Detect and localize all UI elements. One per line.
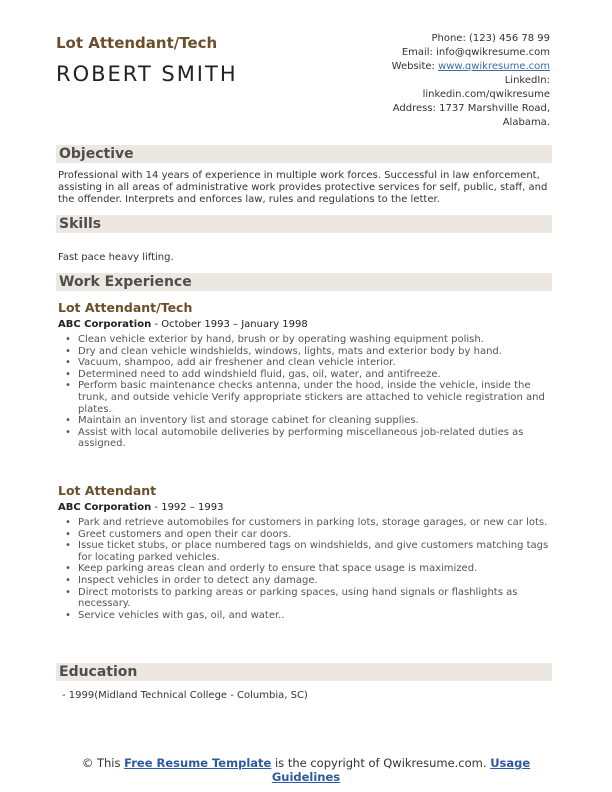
job-role-2: Lot Attendant [58, 483, 157, 498]
list-item: • Determined need to add windshield fluid, gas, oil, water, and antifreeze. [62, 369, 552, 381]
list-item: • Service vehicles with gas, oil, and water.. [62, 610, 552, 622]
usage-guidelines-link[interactable]: Usage Guidelines [271, 756, 531, 784]
address-line1: 1737 Marshville Road, [439, 103, 550, 114]
free-resume-template-link[interactable]: Free Resume Template [124, 756, 272, 770]
list-item: • Inspect vehicles in order to detect any damage. [62, 575, 552, 587]
phone-label: Phone: [431, 33, 466, 44]
skills-section-header [56, 215, 552, 233]
list-item: • Clean vehicle exterior by hand, brush or by operating washing equipment polish. [62, 334, 552, 346]
list-item: • Perform basic maintenance checks antenna, under the hood, inside the vehicle, inside the trunk, and outside vehicle Verify appropriate stickers are attached to vehicle registration and plates. [62, 380, 552, 415]
objective-text: Professional with 14 years of experience in multiple work forces. Successful in law enforcement, assisting in all areas of administrative work provides protective services for self, public, staff, and the offender. Interprets and enforces law, rules and regulations to the letter. [58, 170, 548, 205]
objective-section-header [56, 145, 552, 163]
job-role-1: Lot Attendant/Tech [58, 300, 193, 315]
list-item: • Vacuum, shampoo, add air freshener and clean vehicle interior. [62, 357, 552, 369]
list-item: • Assist with local automobile deliveries by performing miscellaneous job-related duties as assigned. [62, 427, 552, 450]
list-item: • Maintain an inventory list and storage cabinet for cleaning supplies. [62, 415, 552, 427]
contact-linkedin-label: LinkedIn: [504, 75, 550, 86]
copyright-footer [56, 756, 556, 784]
candidate-name: ROBERT SMITH [56, 62, 238, 86]
education-entry: - 1999(Midland Technical College - Columbia, SC) [62, 690, 308, 701]
job-duties-2 [62, 517, 552, 621]
list-item: • Greet customers and open their car doors. [62, 529, 552, 541]
list-item: • Direct motorists to parking areas or parking spaces, using hand signals or flashlights as necessary. [62, 587, 552, 610]
contact-linkedin: linkedin.com/qwikresume [422, 89, 550, 100]
contact-website [320, 60, 550, 74]
email-value: info@qwikresume.com [436, 47, 550, 58]
contact-block [320, 32, 550, 130]
phone-value: (123) 456 78 99 [469, 33, 550, 44]
job-title: Lot Attendant/Tech [56, 34, 218, 52]
job-company-1 [58, 319, 308, 330]
website-link[interactable]: www.qwikresume.com [438, 61, 550, 72]
job-duties-1 [62, 334, 552, 450]
address-label: Address: [392, 103, 436, 114]
contact-email [320, 46, 550, 60]
experience-section-header [56, 273, 552, 291]
list-item: • Park and retrieve automobiles for customers in parking lots, storage garages, or new car lots. [62, 517, 552, 529]
contact-address [320, 102, 550, 116]
list-item: • Dry and clean vehicle windshields, windows, lights, mats and exterior body by hand. [62, 346, 552, 358]
footer-middle: is the copyright of Qwikresume.com. [271, 756, 491, 770]
footer-prefix: © This [81, 756, 125, 770]
company-name-1: ABC Corporation [58, 319, 152, 330]
website-label: Website: [391, 61, 435, 72]
skills-text: Fast pace heavy lifting. [58, 252, 174, 263]
experience-heading: Work Experience [59, 274, 192, 290]
company-name-2: ABC Corporation [58, 502, 152, 513]
contact-address-line2: Alabama. [502, 117, 550, 128]
objective-heading: Objective [59, 146, 134, 162]
contact-phone [320, 32, 550, 46]
email-label: Email: [401, 47, 433, 58]
list-item: • Issue ticket stubs, or place numbered tags on windshields, and give customers matching tags for locating parked vehicles. [62, 540, 552, 563]
list-item: • Keep parking areas clean and orderly to ensure that space usage is maximized. [62, 563, 552, 575]
job-dates-2: - 1992 – 1993 [151, 502, 224, 513]
skills-heading: Skills [59, 216, 102, 232]
job-dates-1: - October 1993 – January 1998 [151, 319, 308, 330]
education-heading: Education [59, 664, 138, 680]
education-section-header [56, 663, 552, 681]
job-company-2 [58, 502, 223, 513]
